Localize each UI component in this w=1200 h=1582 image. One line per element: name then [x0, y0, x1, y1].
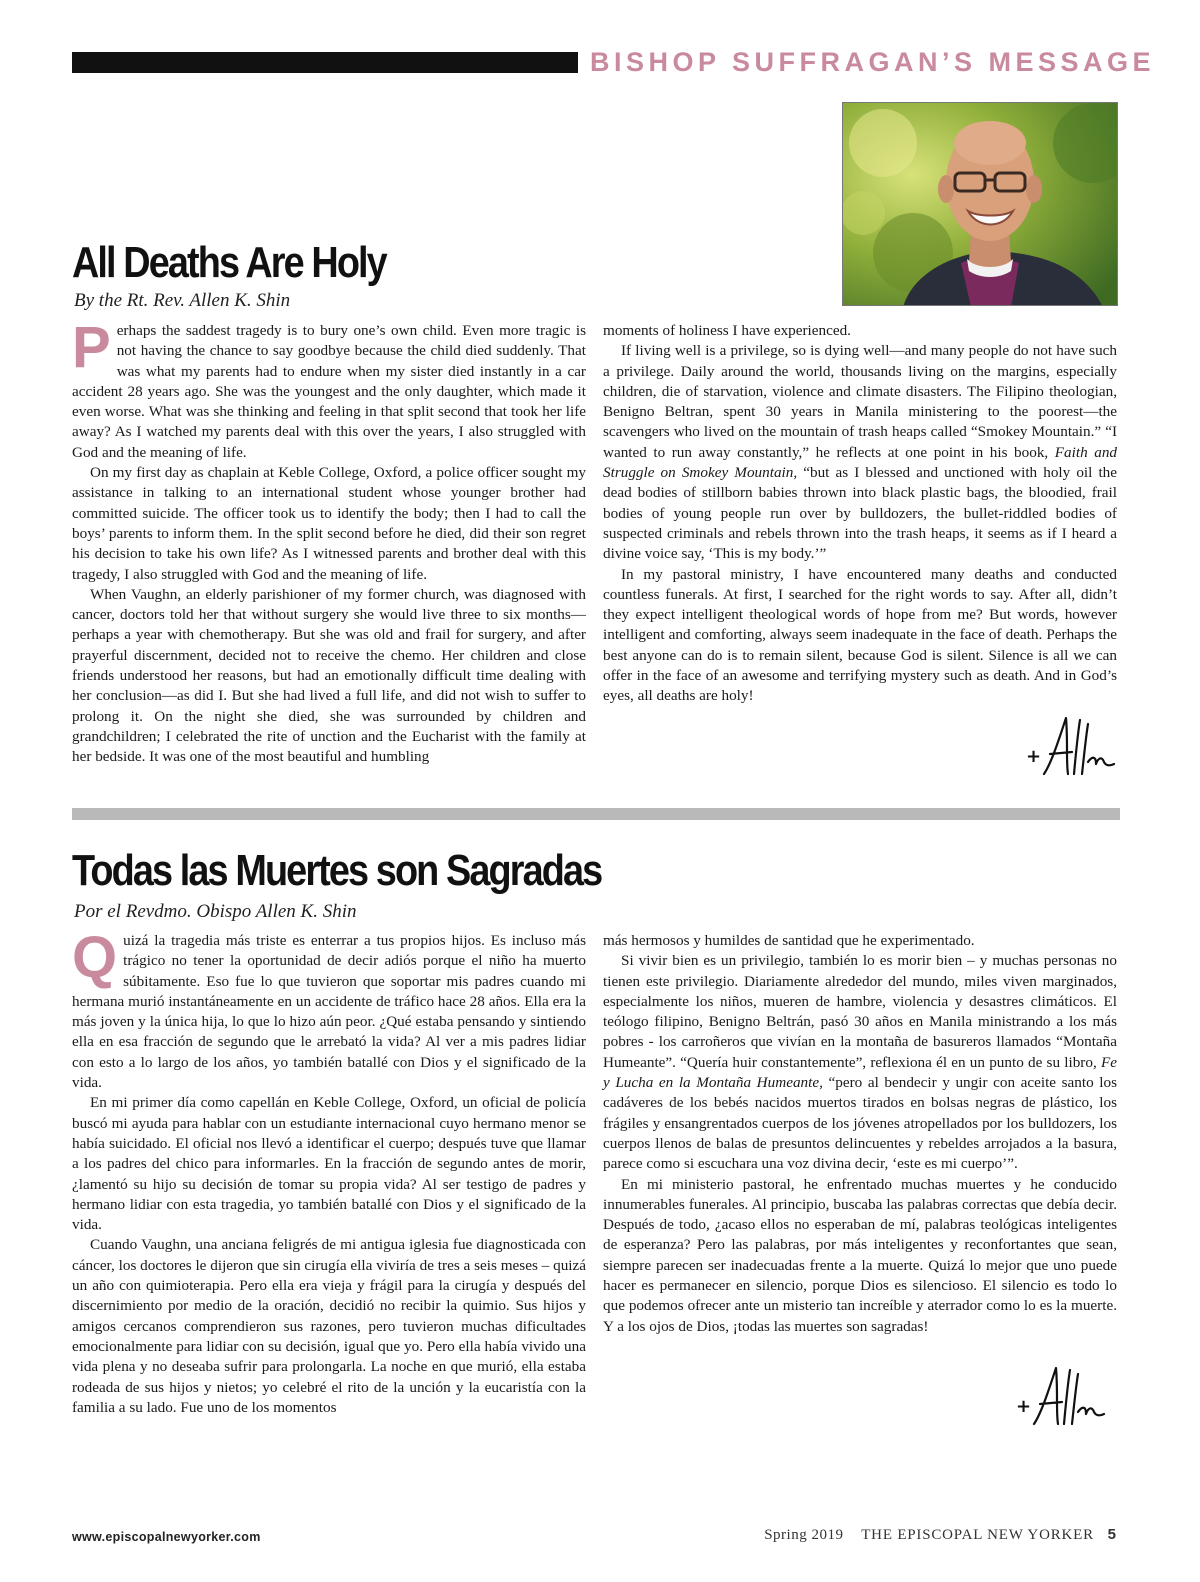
paragraph: más hermosos y humildes de santidad que he experimentado. [603, 932, 975, 949]
section-title: BISHOP SUFFRAGAN’S MESSAGE [590, 47, 1156, 77]
section-divider [72, 808, 1120, 820]
article-title-english: All Deaths Are Holy [72, 238, 386, 287]
paragraph: Cuando Vaughn, una anciana feligrés de mi antigua iglesia fue diagnosticada con cáncer, los doctores le dijeron que sin cirugía ella viviría de tres a seis meses – quizá un año con quimioterapia. Pero ella era vieja y frágil para la cirugía y después del discernimiento por medio de la oración, decidió no recibir la quimio. Sus hijos y amigos cercanos comprendieron sus razones, pero tuvieron muchas dificultades emocionalmente para lidiar con su decisión, igual que yo. Pero ella había vivido una vida plena y no deseaba sufrir para prolongarla. La noche en que murió, ella estaba rodeada de sus hijos y nietos; yo celebré el rito de la unción y la eucaristía con la familia a su lado. Fue uno de los momentos [72, 1236, 586, 1416]
spanish-column-left [72, 925, 586, 1418]
page-number: 5 [1107, 1526, 1116, 1543]
paragraph: When Vaughn, an elderly parishioner of my former church, was diagnosed with cancer, doctors told her that without surgery she would live three to six months—perhaps a year with chemotherapy. But she was old and frail for surgery, and after prayerful discernment, decided not to receive the chemo. Her children and close friends understood her reasons, but had an emotionally difficult time dealing with her conclusion—as did I. But she had lived a full life, and did not wish to suffer to prolong it. On the night she died, she was surrounded by children and grandchildren; I celebrated the rite of unction and the Eucharist with the family at her bedside. It was one of the most beautiful and humbling [72, 585, 586, 766]
english-column-right [603, 321, 1117, 707]
paragraph: Perhaps the saddest tragedy is to bury one’s own child. Even more tragic is not having the chance to say goodbye because the child died suddenly. That was what my parents had to endure when my sister died instantly in a car accident 28 years ago. She was the youngest and the only daughter, which made it even worse. What was she thinking and feeling in that split second that took her life away? As I watched my parents deal with this over the years, I also struggled with God and the meaning of life. [72, 315, 586, 461]
signature-spanish [1016, 1362, 1106, 1439]
bishop-portrait-photo [842, 102, 1118, 306]
book-title: Faith and Struggle on Smokey Mountain, [603, 443, 1118, 482]
issue-season: Spring 2019 [764, 1527, 844, 1543]
svg-text:+: + [1016, 1396, 1032, 1417]
header-rule [72, 52, 578, 73]
paragraph: En mi primer día como capellán en Keble College, Oxford, un oficial de policía buscó mi ayuda para hablar con un estudiante internacional cuyo hermano menor se había suicidado. El oficial nos llevó a identificar el cuerpo; después tuve que llamar a los padres del chico para informarles. En la fracción de segundo antes de morir, ¿lamentó su hijo su decisión de tomar su propia vida? Al ser testigo de padres y hermano lidiar con esta tragedia, yo también batallé con Dios y el significado de la vida. [72, 1094, 586, 1234]
paragraph: En mi ministerio pastoral, he enfrentado muchas muertes y he conducido innumerables funerales. Al principio, buscaba las palabras correctas que debía decir. Después de todo, ¿acaso ellos no esperaban de mí, palabras teológicas inteligentes de esperanza? Pero las palabras, por más inteligentes y reconfortantes que sean, siempre parecen ser inadecuadas frente a la muerte. Quizá lo mejor que uno puede hacer es permanecer en silencio, porque Dios es silencioso. El silencio es todo lo que podemos ofrecer ante un misterio tan increíble y aterrador como lo es la muerte. Y a los ojos de Dios, ¡todas las muertes son sagradas! [603, 1175, 1117, 1335]
book-title: Fe y Lucha en la Montaña Humeante, [603, 1053, 1118, 1092]
paragraph: moments of holiness I have experienced. [603, 322, 851, 339]
signature-english [1026, 712, 1116, 789]
publication-name: THE EPISCOPAL NEW YORKER [861, 1527, 1094, 1543]
paragraph: In my pastoral ministry, I have encountered many deaths and conducted countless funerals. At first, I searched for the right words to say. After all, didn’t they expect intelligent theological words of hope from me? But words, however intelligent and comforting, always seem inadequate in the face of death. Perhaps the best anyone can do is to remain silent, because God is silent. Silence is all we can offer in the face of an awesome and terrifying mystery such as death. And in God’s eyes, all deaths are holy! [603, 565, 1117, 705]
paragraph: Quizá la tragedia más triste es enterrar a tus propios hijos. Es incluso más trágico no tener la oportunidad de decir adiós porque el niño ha muerto súbitamente. Eso fue lo que tuvieron que soportar mis padres cuando mi hermana murió instantáneamente en un accidente de tráfico hace 28 años. Ella era la más joven y la única hija, lo que lo hizo aún peor. ¿Qué estaba pensando y sintiendo ella en esa fracción de segundo que le arrebató la vida? Al ver a mis padres lidiar con esto a lo largo de los años, yo también batallé con Dios y el significado de la vida. [72, 925, 586, 1092]
byline-spanish: Por el Revdmo. Obispo Allen K. Shin [74, 901, 357, 922]
byline-english: By the Rt. Rev. Allen K. Shin [74, 290, 291, 311]
footer-website-link[interactable]: www.episcopalnewyorker.com [72, 1530, 261, 1544]
spanish-column-right [603, 931, 1117, 1337]
drop-cap: Q [72, 925, 118, 990]
paragraph: On my first day as chaplain at Keble College, Oxford, a police officer sought my assistance in talking to an international student whose younger brother had committed suicide. The officer took us to identify the body; then I had to call the boys’ parents to inform them. In the split second before he died, did their son regret his decision to take his own life? As I witnessed parents and brother deal with this tragedy, I also struggled with God and the meaning of life. [72, 464, 586, 583]
paragraph: Si vivir bien es un privilegio, también lo es morir bien – y muchas personas no tienen este privilegio. Diariamente alrededor del mundo, miles viven marginados, especialmente los niños, mueren de hambre, violencia y desastres climáticos. El teólogo filipino, Benigno Beltrán, pasó 30 años en Manila ministrando a los más pobres - los carroñeros que vivían en la montaña de basureros llamados “Montaña Humeante”. “Quería huir constantemente”, reflexiona él en un punto de su libro, Fe y Lucha en la Montaña Humeante, “pero al bendecir y ungir con aceite santo los cadáveres de los bebés nacidos muertos tirados en bolsas negras de plástico, los frágiles y ensangrentados cuerpos de los jóvenes atropellados por los bulldozers, los cuerpos llenos de balas de presuntos delincuentes y rebeldes arrojados a la basura, parece como si escuchara una voz divina decir, ‘este es mi cuerpo’”. [603, 952, 1118, 1173]
article-title-spanish: Todas las Muertes son Sagradas [72, 846, 602, 895]
paragraph: If living well is a privilege, so is dying well—and many people do not have such a privilege. Daily around the world, thousands living on the margins, especially children, die of starvation, violence and climate disasters. The Filipino theologian, Benigno Beltran, spent 30 years in Manila ministering to the poorest—the scavengers who lived on the mountain of trash heaps called “Smokey Mountain.” “I wanted to run away constantly,” he reflects at one point in his book, Faith and Struggle on Smokey Mountain, “but as I blessed and unctioned with holy oil the dead bodies of stillborn babies thrown into black plastic bags, the bloodied, frail bodies of young people run over by bulldozers, the bullet-riddled bodies of suspected criminals and rebels thrown into the trash heaps, it seems as if I heard a divine voice say, ‘This is my body.’” [603, 342, 1118, 563]
footer-publication-info [764, 1526, 1116, 1544]
drop-cap: P [72, 315, 111, 380]
svg-text:+: + [1026, 746, 1042, 767]
english-column-left [72, 315, 586, 768]
